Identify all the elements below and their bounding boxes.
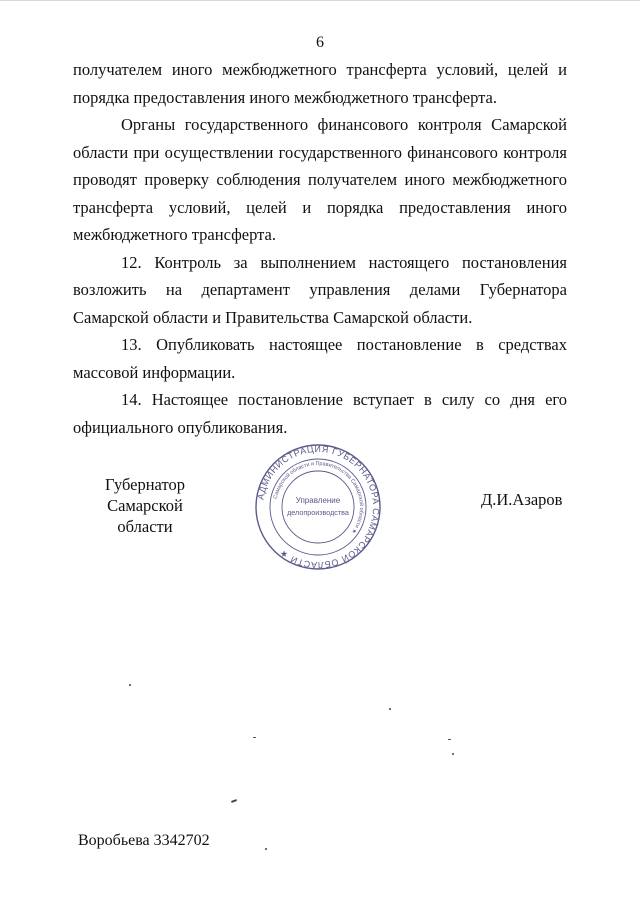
scan-speck (452, 753, 454, 755)
scan-speck (253, 737, 256, 738)
signatory-title: Губернатор (105, 475, 185, 494)
scan-speck (389, 708, 391, 710)
paragraph-item-13: 13. Опубликовать настоящее постановление в средствах массовой информации. (73, 335, 567, 382)
paragraph-financial-control: Органы государственного финансового контроля Самарской области при осуществлении государственного финансового контроля проводят проверку соблюдения получателем иного межбюджетного трансферта условий, целей и порядка предоставления иного межбюджетного трансферта. (73, 115, 567, 244)
scan-speck (265, 848, 267, 850)
scan-speck (448, 739, 451, 740)
paragraph-continuation: получателем иного межбюджетного трансферта условий, целей и порядка предоставления иного межбюджетного трансферта. (73, 60, 567, 107)
scan-speck (129, 684, 131, 686)
svg-text:Управление: Управление (295, 496, 341, 505)
scan-top-edge (0, 0, 640, 1)
signatory-name: Д.И.Азаров (481, 490, 563, 509)
document-body (73, 56, 567, 441)
scan-speck (231, 799, 237, 803)
svg-text:Самарской области и Правительс: Самарской области и Правительства Самарской области ★ (272, 460, 365, 535)
executor-contact: Воробьева 3342702 (78, 832, 210, 849)
paragraph-item-14: 14. Настоящее постановление вступает в силу со дня его официального опубликования. (73, 390, 567, 437)
signatory-position (80, 474, 210, 537)
official-seal (254, 443, 382, 571)
svg-text:делопроизводства: делопроизводства (287, 508, 349, 517)
paragraph-item-12: 12. Контроль за выполнением настоящего постановления возложить на департамент управления делами Губернатора Самарской области и Правительства Самарской области. (73, 252, 567, 327)
page-number: 6 (316, 34, 324, 51)
signatory-region: Самарской области (107, 496, 183, 536)
svg-text:АДМИНИСТРАЦИЯ ГУБЕРНАТОРА САМА: АДМИНИСТРАЦИЯ ГУБЕРНАТОРА САМАРСКОЙ ОБЛАСТИ ★ (255, 443, 382, 571)
